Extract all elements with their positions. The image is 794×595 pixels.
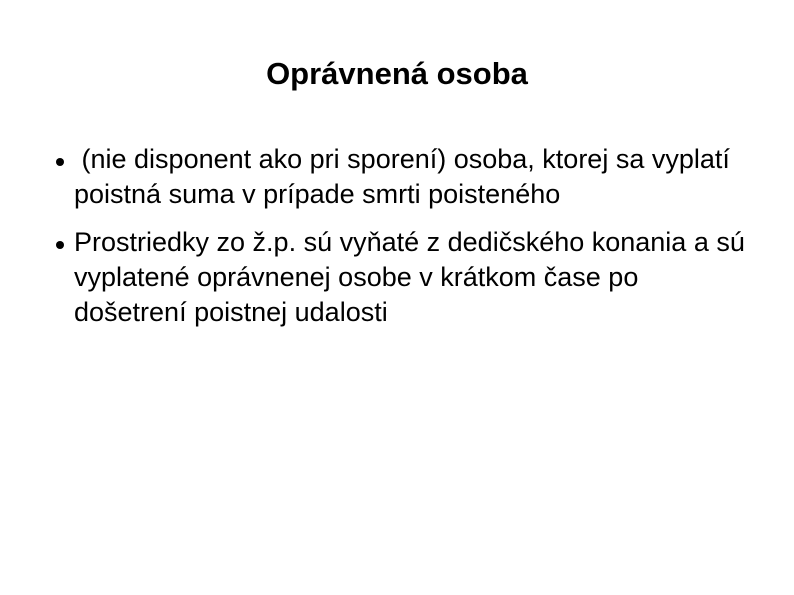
bullet-dot-icon bbox=[56, 241, 64, 249]
bullet-text-1: (nie disponent ako pri sporení) osoba, ktorej sa vyplatí poistná suma v prípade smrti poisteného bbox=[74, 144, 745, 209]
slide-title: Oprávnená osoba bbox=[266, 56, 528, 91]
bullet-item-2 bbox=[56, 225, 756, 330]
bullet-text-2: Prostriedky zo ž.p. sú vyňaté z dedičského konania a sú vyplatené oprávnenej osobe v krátkom čase po došetrení poistnej udalosti bbox=[74, 227, 753, 327]
bullet-list bbox=[56, 142, 756, 343]
bullet-item-1 bbox=[56, 142, 756, 212]
bullet-dot-icon bbox=[56, 158, 64, 166]
